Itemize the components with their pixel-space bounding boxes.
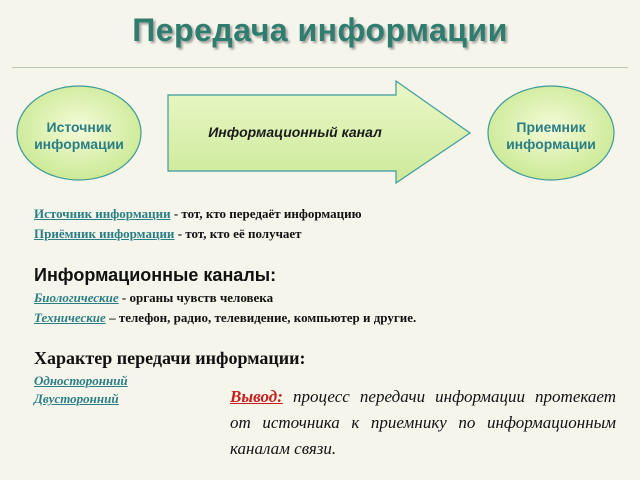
channel-text: – телефон, радио, телевидение, компьютер и другие. xyxy=(105,310,417,325)
title-divider xyxy=(12,67,628,68)
page-title: Передача информации xyxy=(132,12,508,48)
receiver-label-line2: информации xyxy=(506,136,596,152)
conclusion xyxy=(230,384,616,462)
conclusion-text: процесс передачи информации протекает от источника к приемнику по информационным каналам связи. xyxy=(230,387,616,458)
receiver-label-line1: Приемник xyxy=(516,119,586,135)
channel-item-technical xyxy=(34,310,416,326)
channel-text: - органы чувств человека xyxy=(118,290,274,305)
definition-term: Приёмник информации xyxy=(34,226,175,241)
source-label-line2: информации xyxy=(34,136,124,152)
definition-text: - тот, кто её получает xyxy=(174,226,302,241)
transfer-heading: Характер передачи информации: xyxy=(34,348,306,368)
source-label xyxy=(17,119,141,153)
channel-term: Технические xyxy=(34,310,106,325)
channel-term: Биологические xyxy=(34,290,119,305)
receiver-label xyxy=(489,119,613,153)
transfer-item xyxy=(34,373,128,389)
conclusion-label: Вывод: xyxy=(230,387,283,406)
transfer-item xyxy=(34,391,119,407)
channel-item-biological xyxy=(34,290,273,306)
definition-term: Источник информации xyxy=(34,206,171,221)
channels-heading: Информационные каналы: xyxy=(34,265,277,285)
channel-label: Информационный канал xyxy=(208,124,382,140)
source-label-line1: Источник xyxy=(46,119,112,135)
transfer-item-two-way: Двусторонний xyxy=(34,391,119,406)
transfer-item-one-way: Односторонний xyxy=(34,373,128,388)
definition-receiver xyxy=(34,226,302,242)
definition-source xyxy=(34,206,362,222)
definition-text: - тот, кто передаёт информацию xyxy=(170,206,362,221)
